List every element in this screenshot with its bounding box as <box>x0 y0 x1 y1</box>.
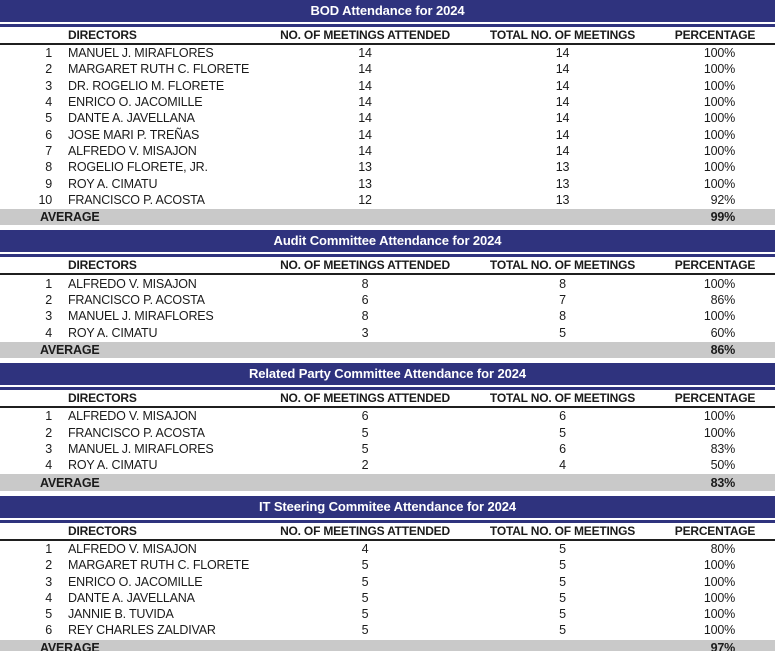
row-number: 4 <box>45 325 52 340</box>
director-name: MANUEL J. MIRAFLORES <box>68 441 214 456</box>
director-name: ENRICO O. JACOMILLE <box>68 574 203 589</box>
meetings-attended-value: 5 <box>361 607 369 622</box>
row-number: 9 <box>45 176 52 191</box>
meetings-attended-value: 6 <box>361 292 369 307</box>
average-value: 86% <box>710 342 735 357</box>
total-meetings-value: 5 <box>559 425 566 440</box>
table-header-row <box>0 254 775 275</box>
director-name: REY CHARLES ZALDIVAR <box>68 623 216 638</box>
row-number: 1 <box>45 541 52 556</box>
director-name: FRANCISCO P. ACOSTA <box>68 192 205 207</box>
table-row <box>0 573 775 589</box>
column-header-attended: NO. OF MEETINGS ATTENDED <box>280 258 450 273</box>
row-number: 4 <box>45 95 52 110</box>
table-row <box>0 408 775 424</box>
director-name: FRANCISCO P. ACOSTA <box>68 425 205 440</box>
table-row <box>0 94 775 110</box>
table-row <box>0 192 775 208</box>
table-row <box>0 557 775 573</box>
column-header-directors: DIRECTORS <box>68 523 137 538</box>
total-meetings-value: 14 <box>555 111 570 126</box>
row-number: 7 <box>45 143 52 158</box>
row-number: 4 <box>45 590 52 605</box>
average-label: AVERAGE <box>40 210 100 225</box>
percentage-value: 83% <box>710 441 735 456</box>
table-body <box>0 45 775 208</box>
meetings-attended-value: 8 <box>361 276 369 291</box>
row-number: 5 <box>45 111 52 126</box>
percentage-value: 100% <box>703 607 735 622</box>
meetings-attended-value: 4 <box>361 541 369 556</box>
percentage-value: 60% <box>710 325 735 340</box>
total-meetings-value: 14 <box>555 95 570 110</box>
meetings-attended-value: 5 <box>361 574 369 589</box>
meetings-attended-value: 6 <box>361 409 369 424</box>
table-row <box>0 292 775 308</box>
total-meetings-value: 13 <box>555 176 570 191</box>
percentage-value: 100% <box>703 143 735 158</box>
director-name: ENRICO O. JACOMILLE <box>68 95 203 110</box>
table-row <box>0 275 775 291</box>
meetings-attended-value: 5 <box>361 558 369 573</box>
table-body <box>0 408 775 473</box>
table-row <box>0 175 775 191</box>
table-header-row <box>0 24 775 45</box>
percentage-value: 100% <box>703 623 735 638</box>
meetings-attended-value: 5 <box>361 623 369 638</box>
average-label: AVERAGE <box>40 475 100 490</box>
director-name: DANTE A. JAVELLANA <box>68 111 195 126</box>
total-meetings-value: 6 <box>559 409 566 424</box>
row-number: 5 <box>45 607 52 622</box>
average-row <box>0 209 775 226</box>
table-row <box>0 324 775 340</box>
table-body <box>0 275 775 340</box>
table-row <box>0 61 775 77</box>
row-number: 2 <box>45 62 52 77</box>
percentage-value: 100% <box>703 590 735 605</box>
meetings-attended-value: 14 <box>358 143 372 158</box>
row-number: 10 <box>38 192 52 207</box>
meetings-attended-value: 2 <box>361 458 369 473</box>
total-meetings-value: 5 <box>559 574 566 589</box>
percentage-value: 100% <box>703 309 735 324</box>
director-name: ROGELIO FLORETE, JR. <box>68 160 208 175</box>
meetings-attended-value: 3 <box>361 325 369 340</box>
row-number: 2 <box>45 425 52 440</box>
row-number: 8 <box>45 160 52 175</box>
column-header-percentage: PERCENTAGE <box>674 523 756 538</box>
row-number: 6 <box>45 623 52 638</box>
average-value: 97% <box>710 640 735 651</box>
table-title: Audit Committee Attendance for 2024 <box>0 230 775 252</box>
attendance-table <box>0 496 775 651</box>
column-header-percentage: PERCENTAGE <box>674 28 756 42</box>
average-value: 99% <box>710 210 735 225</box>
attendance-table <box>0 363 775 491</box>
director-name: ALFREDO V. MISAJON <box>68 276 197 291</box>
meetings-attended-value: 14 <box>358 46 372 61</box>
meetings-attended-value: 12 <box>358 192 372 207</box>
director-name: JANNIE B. TUVIDA <box>68 607 174 622</box>
column-header-total: TOTAL NO. OF MEETINGS <box>489 258 636 273</box>
percentage-value: 100% <box>703 558 735 573</box>
percentage-value: 100% <box>703 78 735 93</box>
row-number: 1 <box>45 276 52 291</box>
table-header-row <box>0 387 775 408</box>
row-number: 2 <box>45 292 52 307</box>
total-meetings-value: 5 <box>559 558 566 573</box>
average-row <box>0 342 775 359</box>
column-header-attended: NO. OF MEETINGS ATTENDED <box>280 391 450 406</box>
column-header-directors: DIRECTORS <box>68 258 137 273</box>
director-name: ROY A. CIMATU <box>68 325 158 340</box>
total-meetings-value: 5 <box>559 607 566 622</box>
director-name: ROY A. CIMATU <box>68 176 158 191</box>
director-name: MARGARET RUTH C. FLORETE <box>68 558 250 573</box>
meetings-attended-value: 14 <box>358 78 372 93</box>
director-name: ROY A. CIMATU <box>68 458 158 473</box>
table-title: BOD Attendance for 2024 <box>0 0 775 22</box>
percentage-value: 100% <box>703 176 735 191</box>
table-row <box>0 541 775 557</box>
table-row <box>0 143 775 159</box>
table-row <box>0 424 775 440</box>
director-name: DR. ROGELIO M. FLORETE <box>68 78 225 93</box>
column-header-percentage: PERCENTAGE <box>674 391 756 406</box>
director-name: FRANCISCO P. ACOSTA <box>68 292 205 307</box>
total-meetings-value: 8 <box>559 309 566 324</box>
average-value: 83% <box>710 475 735 490</box>
column-header-directors: DIRECTORS <box>68 28 137 42</box>
director-name: ALFREDO V. MISAJON <box>68 409 197 424</box>
total-meetings-value: 5 <box>559 541 566 556</box>
meetings-attended-value: 14 <box>358 111 372 126</box>
meetings-attended-value: 13 <box>358 160 372 175</box>
column-header-total: TOTAL NO. OF MEETINGS <box>489 523 636 538</box>
total-meetings-value: 5 <box>559 325 566 340</box>
meetings-attended-value: 5 <box>361 590 369 605</box>
row-number: 4 <box>45 458 52 473</box>
total-meetings-value: 7 <box>559 292 566 307</box>
column-header-total: TOTAL NO. OF MEETINGS <box>489 28 636 42</box>
total-meetings-value: 14 <box>555 127 570 142</box>
average-label: AVERAGE <box>40 640 100 651</box>
table-row <box>0 159 775 175</box>
total-meetings-value: 5 <box>559 623 566 638</box>
meetings-attended-value: 14 <box>358 62 372 77</box>
total-meetings-value: 8 <box>559 276 566 291</box>
percentage-value: 100% <box>703 276 735 291</box>
total-meetings-value: 6 <box>559 441 566 456</box>
total-meetings-value: 5 <box>559 590 566 605</box>
table-row <box>0 126 775 142</box>
percentage-value: 100% <box>703 574 735 589</box>
average-row <box>0 474 775 491</box>
table-row <box>0 45 775 61</box>
meetings-attended-value: 8 <box>361 309 369 324</box>
table-row <box>0 457 775 473</box>
column-header-percentage: PERCENTAGE <box>674 258 756 273</box>
attendance-table <box>0 0 775 225</box>
meetings-attended-value: 13 <box>358 176 372 191</box>
average-row <box>0 640 775 651</box>
average-label: AVERAGE <box>40 342 100 357</box>
meetings-attended-value: 14 <box>358 127 372 142</box>
total-meetings-value: 14 <box>555 143 570 158</box>
director-name: JOSE MARI P. TREÑAS <box>68 127 200 142</box>
table-row <box>0 308 775 324</box>
meetings-attended-value: 5 <box>361 425 369 440</box>
column-header-directors: DIRECTORS <box>68 391 137 406</box>
row-number: 1 <box>45 46 52 61</box>
column-header-total: TOTAL NO. OF MEETINGS <box>489 391 636 406</box>
director-name: DANTE A. JAVELLANA <box>68 590 195 605</box>
director-name: ALFREDO V. MISAJON <box>68 143 197 158</box>
total-meetings-value: 14 <box>555 78 570 93</box>
percentage-value: 92% <box>710 192 735 207</box>
director-name: MANUEL J. MIRAFLORES <box>68 46 214 61</box>
row-number: 3 <box>45 309 52 324</box>
table-row <box>0 606 775 622</box>
table-row <box>0 590 775 606</box>
row-number: 3 <box>45 78 52 93</box>
table-row <box>0 110 775 126</box>
table-body <box>0 541 775 639</box>
director-name: MANUEL J. MIRAFLORES <box>68 309 214 324</box>
percentage-value: 100% <box>703 425 735 440</box>
table-row <box>0 622 775 638</box>
table-title: IT Steering Commitee Attendance for 2024 <box>0 496 775 518</box>
total-meetings-value: 14 <box>555 46 570 61</box>
percentage-value: 50% <box>710 458 735 473</box>
total-meetings-value: 4 <box>559 458 566 473</box>
total-meetings-value: 13 <box>555 192 570 207</box>
attendance-table <box>0 230 775 358</box>
meetings-attended-value: 5 <box>361 441 369 456</box>
table-row <box>0 78 775 94</box>
table-title: Related Party Committee Attendance for 2024 <box>0 363 775 385</box>
column-header-attended: NO. OF MEETINGS ATTENDED <box>280 28 450 42</box>
percentage-value: 100% <box>703 95 735 110</box>
percentage-value: 80% <box>710 541 735 556</box>
column-header-attended: NO. OF MEETINGS ATTENDED <box>280 523 450 538</box>
percentage-value: 100% <box>703 62 735 77</box>
director-name: MARGARET RUTH C. FLORETE <box>68 62 250 77</box>
table-header-row <box>0 520 775 541</box>
percentage-value: 100% <box>703 160 735 175</box>
row-number: 1 <box>45 409 52 424</box>
percentage-value: 100% <box>703 409 735 424</box>
meetings-attended-value: 14 <box>358 95 372 110</box>
percentage-value: 100% <box>703 46 735 61</box>
total-meetings-value: 14 <box>555 62 570 77</box>
row-number: 6 <box>45 127 52 142</box>
total-meetings-value: 13 <box>555 160 570 175</box>
percentage-value: 100% <box>703 111 735 126</box>
row-number: 3 <box>45 574 52 589</box>
percentage-value: 100% <box>703 127 735 142</box>
percentage-value: 86% <box>710 292 735 307</box>
table-row <box>0 441 775 457</box>
row-number: 3 <box>45 441 52 456</box>
director-name: ALFREDO V. MISAJON <box>68 541 197 556</box>
row-number: 2 <box>45 558 52 573</box>
